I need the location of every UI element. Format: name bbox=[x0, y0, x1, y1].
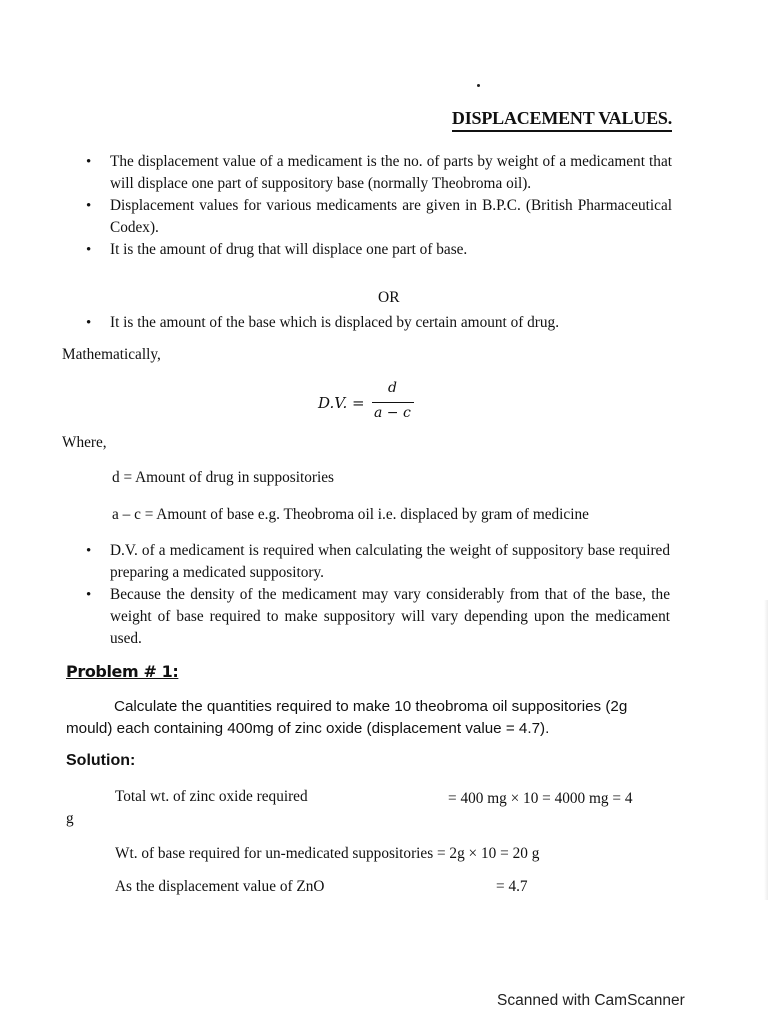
bullet-icon: • bbox=[86, 543, 92, 559]
alternate-definition-list bbox=[84, 312, 672, 334]
bullet-icon: • bbox=[86, 587, 92, 603]
page-heading: DISPLACEMENT VALUES. bbox=[452, 108, 672, 132]
bullet-icon: • bbox=[86, 154, 92, 170]
or-separator: OR bbox=[378, 289, 400, 306]
list-item bbox=[84, 195, 672, 239]
list-item-text: D.V. of a medicament is required when calculating the weight of suppository base required preparing a medicated suppository. bbox=[110, 542, 670, 581]
list-item-text: Displacement values for various medicaments are given in B.P.C. (British Pharmaceutical Codex). bbox=[110, 197, 672, 236]
list-item bbox=[84, 239, 672, 261]
list-item-text: The displacement value of a medicament is the no. of parts by weight of a medicament that will displace one part of suppository base (normally Theobroma oil). bbox=[110, 153, 672, 192]
formula-denominator: a − c bbox=[374, 405, 411, 421]
definition-a-minus-c: a – c = Amount of base e.g. Theobroma oil i.e. displaced by gram of medicine bbox=[112, 506, 589, 523]
zno-value: = 400 mg × 10 = 4000 mg = 4 bbox=[448, 790, 633, 807]
mathematically-label: Mathematically, bbox=[62, 346, 161, 363]
formula-numerator: d bbox=[388, 380, 397, 396]
usage-bullet-list bbox=[84, 540, 670, 650]
dv-formula bbox=[318, 380, 428, 424]
definition-d: d = Amount of drug in suppositories bbox=[112, 469, 334, 486]
bullet-icon: • bbox=[86, 242, 92, 258]
bullet-icon: • bbox=[86, 198, 92, 214]
where-label: Where, bbox=[62, 434, 107, 451]
base-calculation: Wt. of base required for un-medicated suppositories = 2g × 10 = 20 g bbox=[115, 845, 540, 862]
formula-lhs: D.V. = bbox=[318, 394, 365, 412]
dv-label: As the displacement value of ZnO bbox=[115, 878, 325, 895]
zno-label: Total wt. of zinc oxide required bbox=[115, 788, 308, 805]
problem-statement: Calculate the quantities required to make 10 theobroma oil suppositories (2g mould) each containing 400mg of zinc oxide (displacement value = 4.7). bbox=[66, 698, 628, 737]
scanner-watermark: Scanned with CamScanner bbox=[497, 992, 685, 1009]
problem-heading: Problem # 1: bbox=[66, 662, 179, 681]
list-item bbox=[84, 540, 670, 584]
list-item-text: Because the density of the medicament may vary considerably from that of the base, the weight of base required to make suppository will vary depending upon the medicament used. bbox=[110, 586, 670, 647]
stray-dot-mark bbox=[477, 84, 480, 87]
definition-bullet-list bbox=[84, 151, 672, 261]
list-item bbox=[84, 312, 672, 334]
dv-value: = 4.7 bbox=[496, 878, 528, 895]
zno-unit: g bbox=[66, 810, 74, 827]
list-item-text: It is the amount of the base which is displaced by certain amount of drug. bbox=[110, 314, 560, 331]
list-item bbox=[84, 151, 672, 195]
solution-heading: Solution: bbox=[66, 752, 136, 769]
list-item-text: It is the amount of drug that will displace one part of base. bbox=[110, 241, 468, 258]
page-edge-shadow bbox=[764, 600, 768, 900]
list-item bbox=[84, 584, 670, 650]
fraction-bar bbox=[372, 402, 414, 403]
bullet-icon: • bbox=[86, 315, 92, 331]
